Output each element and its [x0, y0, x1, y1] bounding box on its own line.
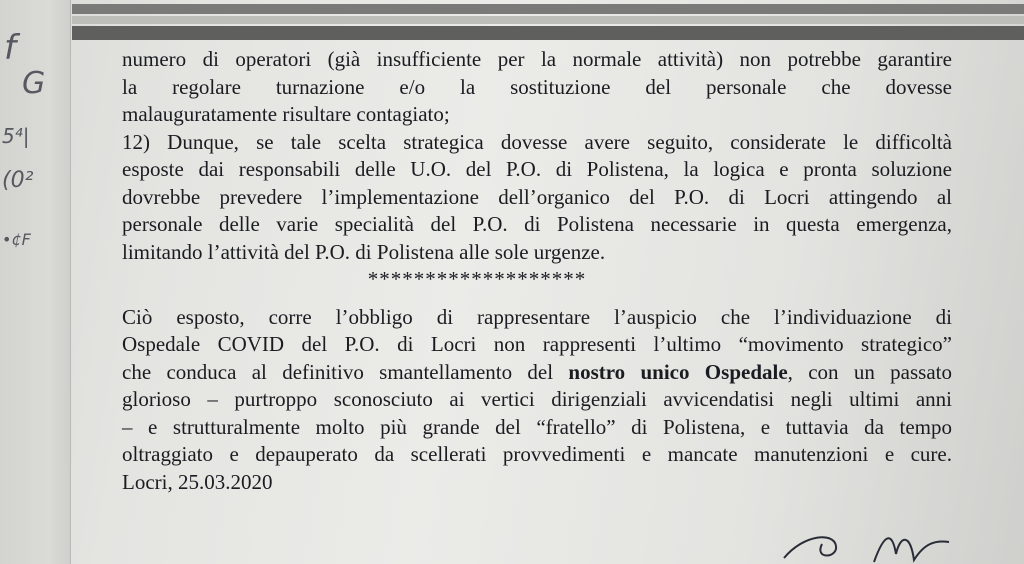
place-date: Locri, 25.03.2020	[122, 469, 273, 494]
paragraph-gap	[122, 294, 952, 304]
text-line: – e strutturalmente molto più grande del “fratello” di Polistena, e tuttavia da tempo	[122, 414, 952, 439]
adjacent-page-edge	[0, 0, 71, 564]
signature-scribble	[774, 524, 954, 564]
bold-phrase: nostro unico Ospedale	[568, 359, 788, 384]
text-line: limitando l’attività del P.O. di Polistena alle sole urgenze.	[122, 239, 606, 264]
margin-annotation: (0²	[2, 168, 34, 193]
text-line: la regolare turnazione e/o la sostituzione del personale che dovesse	[122, 74, 952, 99]
text-line: numero di operatori (già insufficiente per la normale attività) non potrebbe garantire	[122, 47, 952, 71]
margin-annotation: G	[22, 66, 46, 101]
text-line: Ospedale COVID del P.O. di Locri non rappresenti l’ultimo “movimento strategico”	[122, 332, 952, 356]
margin-annotation: •¢F	[2, 230, 31, 249]
header-bar	[72, 26, 1024, 40]
header-bar	[72, 4, 1024, 14]
text-line: esposte dai responsabili delle U.O. del P.O. di Polistena, la logica e pronta soluzione	[122, 157, 952, 181]
text-line: Ciò esposto, corre l’obbligo di rappresentare l’auspicio che l’individuazione di	[122, 304, 952, 329]
document-body	[122, 46, 952, 496]
margin-annotation: 5⁴|	[2, 124, 30, 148]
text-line: malauguratamente risultare contagiato;	[122, 102, 450, 126]
text-line: personale delle varie specialità del P.O. di Polistena necessarie in questa emergenza,	[122, 212, 952, 236]
text-line: dovrebbe prevedere l’implementazione dell’organico del P.O. di Locri attingendo al	[122, 184, 952, 209]
section-separator: *******************	[367, 267, 587, 291]
header-bar-light	[72, 16, 1024, 24]
text-line: oltraggiato e depauperato da scellerati provvedimenti e mancate manutenzioni e cure.	[122, 442, 952, 466]
text-line: 12) Dunque, se tale scelta strategica dovesse avere seguito, considerate le difficoltà	[122, 129, 952, 154]
text-segment: , con un passato	[787, 359, 952, 384]
text-line: glorioso – purtroppo sconosciuto ai vertici dirigenziali avvicendatisi negli ultimi anni	[122, 387, 952, 411]
text-line-with-emphasis	[122, 359, 952, 387]
margin-annotation: f	[4, 28, 16, 68]
text-segment: che conduca al definitivo smantellamento del	[122, 359, 569, 384]
header-band	[72, 0, 1024, 48]
